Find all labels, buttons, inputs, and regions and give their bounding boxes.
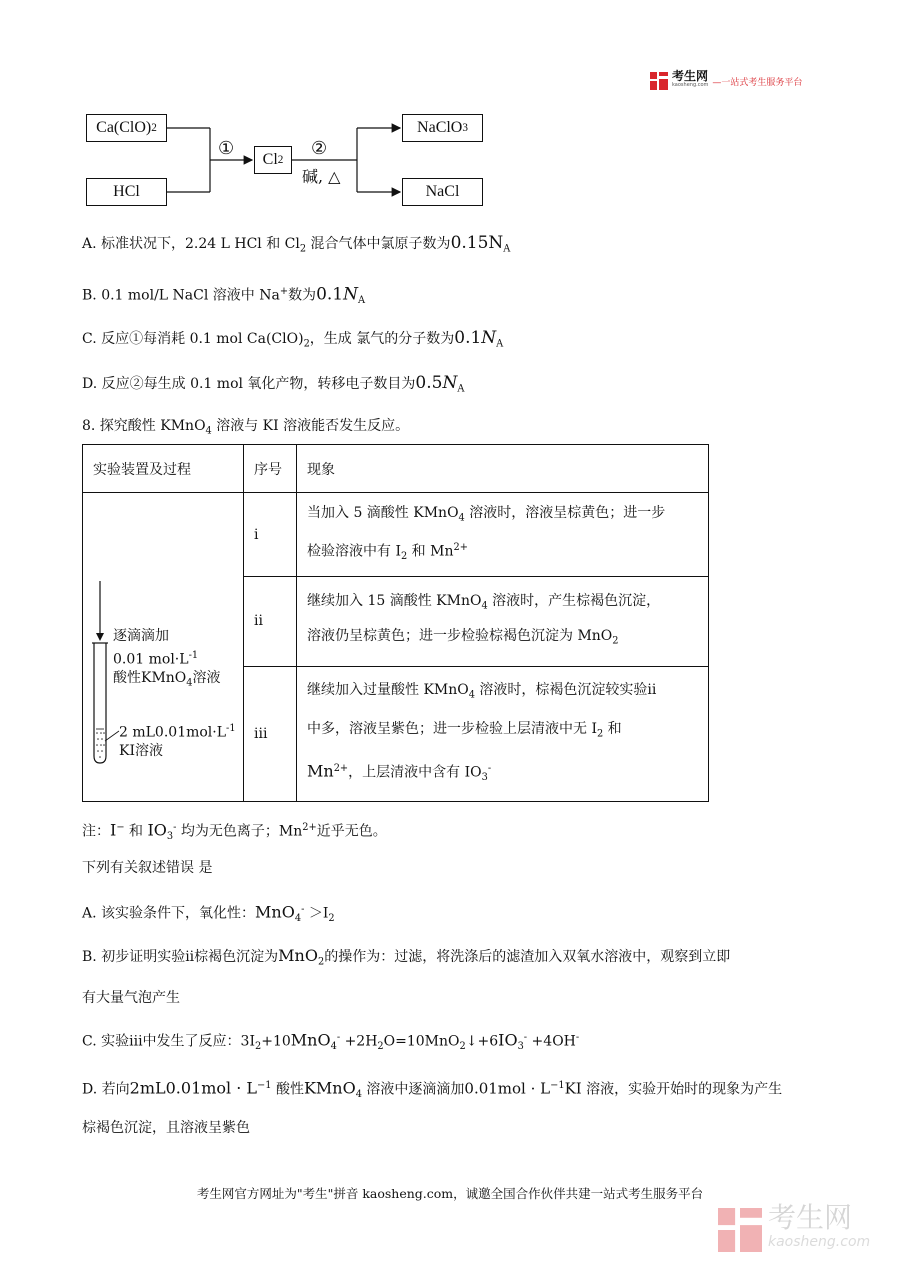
- row3-l1-sub: 4: [468, 689, 475, 701]
- q8d-ki: KI: [564, 1079, 582, 1098]
- row2-phenomenon: [297, 577, 709, 666]
- q8d-kmno: KMnO: [303, 1078, 356, 1098]
- q7d-sub: A: [457, 383, 465, 395]
- q7-option-d: [82, 373, 464, 399]
- q8c-ion2-sup: -: [523, 1032, 528, 1043]
- q8-option-d: [82, 1076, 782, 1105]
- q8c-mid4: ↓+6: [465, 1033, 499, 1050]
- q8a-ion: MnO: [255, 902, 295, 922]
- q8d-post: 溶液，实验开始时的现象为产生: [581, 1081, 783, 1098]
- apparatus-l3-text: 酸性KMnO: [113, 670, 187, 687]
- q8a-ion-sub: 4: [294, 912, 302, 924]
- step1-label: ①: [218, 138, 235, 159]
- note-sup2: 2+: [302, 822, 317, 833]
- box-ca-clo2: [86, 114, 167, 142]
- row3-line1: [307, 673, 698, 712]
- row3-l1-pre: 继续加入过量酸性 KMnO: [307, 681, 469, 698]
- row1-l2-mid: 和 Mn: [407, 543, 454, 560]
- kaosheng-watermark-icon: [718, 1208, 762, 1252]
- q8-option-b-line2: 有大量气泡产生: [82, 990, 180, 1006]
- reactant2-text: HCl: [113, 183, 140, 200]
- row3-l2-pre: 中多，溶液呈紫色；进一步检验上层清液中无 I: [307, 721, 597, 738]
- watermark-domain: kaosheng.com: [768, 1234, 871, 1250]
- note-i: I: [110, 820, 117, 840]
- q8d-val1-sup: −1: [257, 1080, 272, 1091]
- q8d-pre: D. 若向: [82, 1081, 130, 1098]
- row2-l2-sub: 2: [612, 635, 619, 647]
- q8-stem-sub: 4: [205, 425, 212, 437]
- box-hcl: [86, 178, 167, 206]
- row1-line1: [307, 498, 698, 533]
- row2-l1-sub: 4: [481, 600, 488, 612]
- note-io-sup: -: [173, 822, 177, 833]
- q8-stem: [82, 416, 409, 441]
- table-header-row: [83, 445, 709, 493]
- q7b-pre: B. 0.1 mol/L NaCl 溶液中 Na: [82, 287, 280, 304]
- q7b-val: 0.1: [316, 284, 344, 305]
- q7c-sub: 2: [303, 338, 310, 350]
- header-number: 序号: [244, 445, 297, 493]
- q8d-val2-sup: −1: [550, 1080, 565, 1091]
- logo-slogan: —一站式考生服务平台: [712, 77, 803, 88]
- row3-l3-mn: Mn: [307, 761, 334, 781]
- row2-line2: [307, 621, 698, 656]
- apparatus-l3-post: 溶液: [192, 670, 221, 687]
- row3-line2: [307, 712, 698, 751]
- q8c-end-sup: -: [575, 1032, 580, 1043]
- q8-stem-post: 溶液与 KI 溶液能否发生反应。: [211, 418, 410, 434]
- q7b-post: 数为: [288, 287, 317, 304]
- row2-l1-post: 溶液时，产生棕褐色沉淀，: [487, 592, 661, 609]
- row1-l2-sup: 2+: [453, 541, 468, 553]
- q8b-ion: MnO: [278, 946, 318, 965]
- note-pre: 注：: [82, 823, 110, 840]
- footer-text: 考生网官方网址为"考生"拼音 kaosheng.com，诚邀全国合作伙伴共建一站式考生服务平台: [196, 1186, 704, 1201]
- q8d-val1: 2mL0.01mol · L: [129, 1078, 258, 1098]
- note-io: IO: [147, 820, 167, 840]
- q8c-ion1-sup: -: [336, 1032, 341, 1043]
- q8d-mid2: 溶液中逐滴滴加: [361, 1081, 465, 1098]
- reactant1-sub: 2: [151, 122, 157, 134]
- row2-number: ii: [244, 577, 297, 666]
- q7a-sub2: A: [503, 243, 511, 255]
- q8c-ion1-sub: 4: [330, 1040, 337, 1052]
- product1-sub: 3: [462, 122, 468, 134]
- watermark-logo: [718, 1201, 871, 1254]
- q8c-mid3: O=10MnO: [383, 1033, 460, 1050]
- q8-stem-pre: 8. 探究酸性 KMnO: [82, 418, 206, 434]
- q8c-ion2-sub: 3: [517, 1040, 524, 1052]
- logo-name: 考生网: [672, 69, 709, 83]
- q7d-n: N: [442, 373, 458, 393]
- q8c-sub1: 2: [254, 1040, 262, 1052]
- q7b-n: N: [343, 284, 358, 305]
- product1-text: NaClO: [417, 119, 463, 136]
- row1-line2: [307, 533, 698, 572]
- intermediate-sub: 2: [277, 154, 284, 166]
- q8a-post: ＞I: [304, 905, 329, 922]
- q8c-sub3: 2: [459, 1040, 466, 1052]
- step2-label: ②: [311, 138, 328, 159]
- q7c-pre: C. 反应①每消耗 0.1 mol Ca(ClO): [82, 331, 304, 347]
- row2-line1: [307, 586, 698, 621]
- row3-l1-post: 溶液时，棕褐色沉淀较实验ii: [474, 681, 657, 698]
- row3-number: iii: [244, 666, 297, 801]
- q8b-ion-sub: 2: [317, 956, 325, 968]
- header-apparatus: 实验装置及过程: [83, 445, 244, 493]
- table-row: [83, 493, 709, 577]
- q8-note: [82, 818, 387, 847]
- q8d-mid1: 酸性: [271, 1081, 304, 1098]
- q8-option-d-line2: 棕褐色沉淀，且溶液呈紫色: [82, 1120, 250, 1136]
- experiment-table: [82, 444, 709, 802]
- apparatus-l1: 逐滴滴加: [113, 628, 169, 644]
- row1-number: i: [244, 493, 297, 577]
- apparatus-cell: [83, 493, 244, 802]
- q8c-sub2: 2: [377, 1040, 384, 1052]
- row1-l2-pre: 检验溶液中有 I: [307, 543, 401, 560]
- reactant1-text: Ca(ClO): [96, 119, 152, 136]
- q8a-pre: A. 该实验条件下，氧化性：: [82, 905, 256, 922]
- row1-l1-pre: 当加入 5 滴酸性 KMnO: [307, 504, 459, 521]
- row3-l3-sub: 3: [481, 771, 488, 783]
- watermark-name: 考生网: [768, 1201, 853, 1234]
- q7-option-a: [82, 233, 510, 259]
- q7c-n: N: [481, 328, 497, 348]
- intermediate-text: Cl: [262, 151, 278, 168]
- box-nacl: [402, 178, 483, 206]
- header-phenomenon: 现象: [297, 445, 709, 493]
- q7-option-c: [82, 328, 503, 354]
- q7a-pre: A. 标准状况下，2.24 L HCl 和 Cl: [82, 236, 300, 252]
- q8d-kmno-sub: 4: [355, 1088, 362, 1100]
- note-io-sub: 3: [166, 830, 174, 842]
- q7a-val: 0.15N: [450, 233, 504, 253]
- apparatus-l2-sup: -1: [188, 650, 199, 661]
- note-i-sup: −: [116, 822, 125, 833]
- apparatus-figure: [83, 493, 243, 801]
- row1-l2-sub: 2: [400, 550, 408, 562]
- q7b-sub: A: [357, 294, 366, 306]
- apparatus-l2: [113, 646, 221, 669]
- row3-l2-post: 和: [603, 721, 622, 738]
- apparatus-l5: KI溶液: [119, 743, 163, 760]
- q7b-sup: +: [279, 286, 289, 297]
- q8c-ion1: MnO: [290, 1030, 331, 1050]
- q7a-post: 混合气体中氯原子数为: [306, 236, 451, 252]
- row1-l1-post: 溶液时，溶液呈棕黄色；进一步: [464, 504, 666, 521]
- apparatus-l3-sub: 4: [186, 677, 193, 689]
- q8b-post: 的操作为：过滤，将洗涤后的滤渣加入双氧水溶液中，观察到立即: [324, 949, 731, 965]
- row3-line3: [307, 752, 698, 795]
- q8b-pre: B. 初步证明实验ii棕褐色沉淀为: [82, 949, 279, 965]
- q7c-val: 0.1: [454, 328, 482, 348]
- q8a-ion-sup: -: [301, 904, 305, 915]
- apparatus-l4: [119, 719, 236, 742]
- apparatus-l2-text: 0.01 mol·L: [113, 651, 189, 668]
- q8c-mid1: +10: [261, 1033, 291, 1050]
- row3-l2-sub: 2: [596, 728, 604, 740]
- apparatus-l4-text: 2 mL0.01mol·L: [119, 724, 227, 741]
- row3-l3-sup: 2+: [333, 762, 349, 774]
- q8c-end: +4OH: [527, 1033, 576, 1050]
- note-post: 均为无色离子；Mn: [176, 823, 303, 840]
- q7d-pre: D. 反应②每生成 0.1 mol 氧化产物，转移电子数目为: [82, 376, 416, 392]
- box-naclo3: [402, 114, 483, 142]
- row3-l3-sup2: -: [487, 762, 492, 774]
- q8a-sub: 2: [328, 912, 335, 924]
- product2-text: NaCl: [425, 183, 460, 200]
- q8c-ion2: IO: [498, 1030, 518, 1050]
- note-mid: 和: [124, 823, 148, 840]
- row2-l2-pre: 溶液仍呈棕黄色；进一步检验棕褐色沉淀为 MnO: [307, 628, 613, 645]
- condition-label: 碱, △: [302, 167, 341, 186]
- q8d-val2: 0.01mol · L: [464, 1079, 551, 1098]
- q7-option-b: [82, 282, 365, 311]
- q7c-sub2: A: [496, 338, 504, 350]
- apparatus-l4-sup: -1: [226, 723, 236, 734]
- box-cl2: [254, 146, 292, 174]
- apparatus-solution-label: [119, 719, 236, 761]
- q8-question: 下列有关叙述错误 是: [82, 860, 213, 876]
- apparatus-l3: [113, 669, 221, 692]
- q7c-post: ，生成 氯气的分子数为: [309, 331, 455, 347]
- row2-l1-pre: 继续加入 15 滴酸性 KMnO: [307, 592, 482, 609]
- apparatus-reagent-label: [113, 627, 221, 693]
- row3-l3-post: ，上层清液中含有 IO: [348, 764, 482, 781]
- logo-domain: kaosheng.com: [672, 82, 709, 88]
- q7a-sub: 2: [299, 243, 307, 255]
- q8c-mid2: +2H: [340, 1033, 378, 1050]
- row1-phenomenon: [297, 493, 709, 577]
- note-end: 近乎无色。: [316, 823, 387, 840]
- slogan-text: 一站式考生服务平台: [721, 77, 803, 88]
- q8c-pre: C. 实验iii中发生了反应：3I: [82, 1033, 255, 1050]
- q7d-val: 0.5: [415, 373, 443, 393]
- row1-l1-sub: 4: [458, 511, 465, 523]
- q8-option-a: [82, 900, 335, 929]
- q8-option-c: [82, 1028, 579, 1057]
- q8-option-b: [82, 946, 730, 972]
- row3-phenomenon: [297, 666, 709, 801]
